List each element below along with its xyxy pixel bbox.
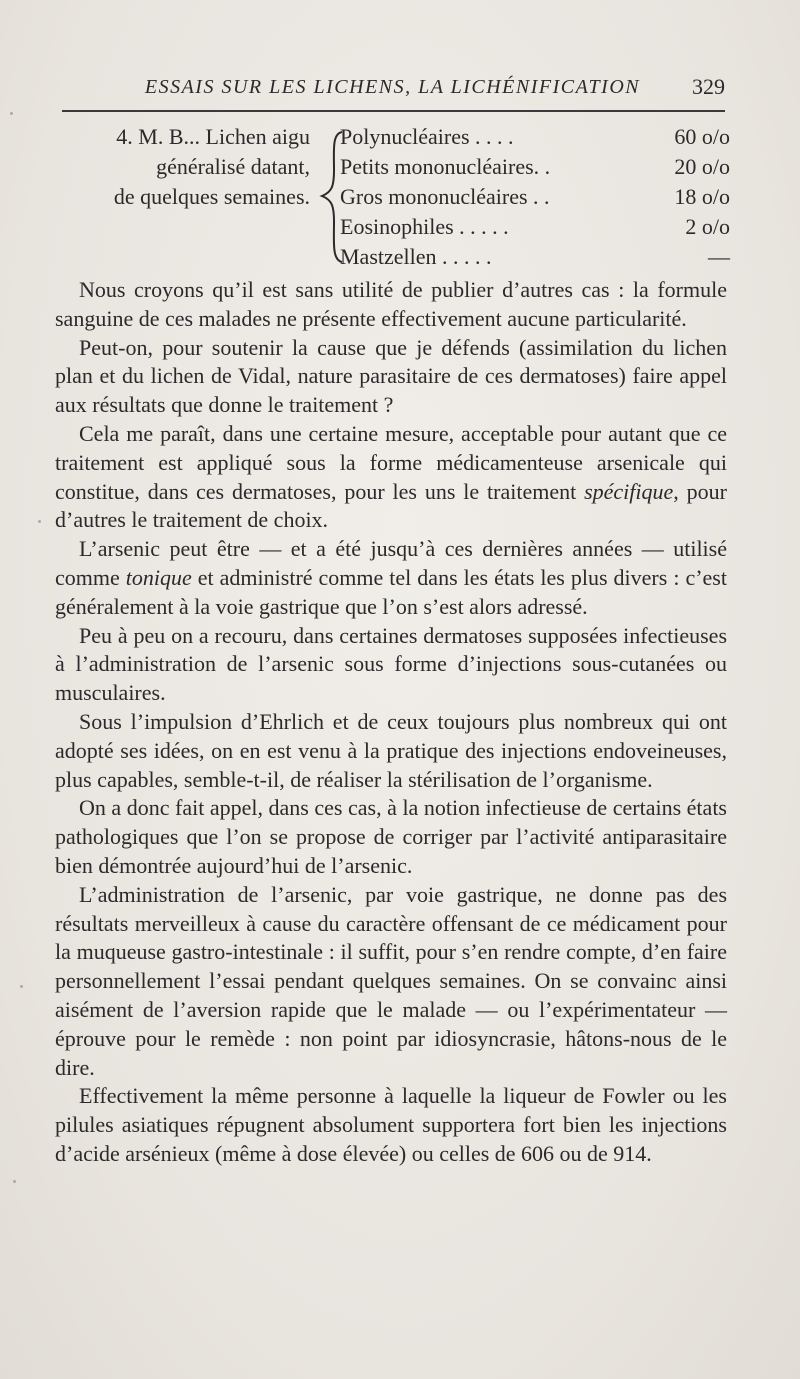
paper-speck	[13, 1180, 16, 1183]
running-title: ESSAIS SUR LES LICHENS, LA LICHÉNIFICATION	[144, 76, 641, 98]
header-rule	[62, 110, 725, 112]
italic-term: tonique	[125, 564, 192, 590]
case-block	[40, 122, 730, 272]
cell-name: Polynucléaires . . . .	[340, 124, 514, 149]
text-run: , pour d’autres le traitement de choix.	[55, 478, 727, 533]
text-run: L’administration de l’arsenic, par voie gastrique, ne donne pas des résultats merveilleux à cause du caractère offensant de ce médicament pour la muqueuse gastro-intestinale : il suffit, pour s’en rendre compte, d’en faire personnellement l’essai pendant quelques semaines. On se convainc ainsi aisément de l’aversion rapide que le malade — ou l’expérimentateur — éprouve pour le remède : non point par idiosyncrasie, hâtons-nous de le dire.	[55, 881, 727, 1080]
cell-value: 60 o/o	[674, 124, 730, 149]
formula-row	[340, 212, 730, 242]
body-text	[55, 276, 727, 1169]
cell-name: Mastzellen . . . . .	[340, 244, 492, 269]
cell-value: 20 o/o	[674, 154, 730, 179]
paragraph	[55, 794, 727, 880]
paragraph	[55, 622, 727, 708]
text-run: Sous l’impulsion d’Ehrlich et de ceux toujours plus nombreux qui ont adopté ses idées, on en est venu à la pratique des injections endoveineuses, plus capables, semble-t-il, de réaliser la stérilisation de l’organisme.	[55, 708, 727, 792]
text-run: Peu à peu on a recouru, dans certaines dermatoses supposées infectieuses à l’administration de l’arsenic sous forme d’injections sous-cutanées ou musculaires.	[55, 622, 727, 706]
paper-speck	[38, 520, 41, 523]
cell-name: Gros mononucléaires . .	[340, 184, 550, 209]
paragraph	[55, 535, 727, 621]
blood-formula-table	[340, 122, 730, 272]
paragraph	[55, 334, 727, 420]
paragraph	[55, 1082, 727, 1168]
text-run: Peut-on, pour soutenir la cause que je défends (assimilation du lichen plan et du lichen de Vidal, nature parasitaire de ces dermatoses) faire appel aux résultats que donne le traitement ?	[55, 334, 727, 418]
case-label-line: généralisé datant,	[156, 154, 310, 179]
text-run: et administré comme tel dans les états les plus divers : c’est généralement à la voie gastrique que l’on s’est alors adressé.	[55, 564, 727, 619]
case-label-line: 4. M. B... Lichen aigu	[116, 124, 310, 149]
text-run: On a donc fait appel, dans ces cas, à la notion infectieuse de certains états pathologiques que l’on se propose de corriger par l’activité antiparasitaire bien démontrée aujourd’hui de l’arsenic.	[55, 795, 727, 878]
paragraph	[55, 708, 727, 794]
page-number: 329	[692, 74, 725, 99]
cell-value: 2 o/o	[685, 214, 730, 239]
running-head	[60, 72, 725, 104]
paragraph	[55, 881, 727, 1083]
formula-row	[340, 242, 730, 272]
formula-row	[340, 122, 730, 152]
cell-value: —	[708, 244, 730, 269]
text-run: Effectivement la même personne à laquelle la liqueur de Fowler ou les pilules asiatiques répugnent absolument supportera fort bien les injections d’acide arsénieux (même à dose élevée) ou celles de 606 ou de 914.	[55, 1083, 727, 1166]
case-label-line: de quelques semaines.	[113, 184, 310, 209]
cell-name: Eosinophiles . . . . .	[340, 214, 509, 239]
text-run: Nous croyons qu’il est sans utilité de publier d’autres cas : la formule sanguine de ces malades ne présente effectivement aucune particularité.	[55, 277, 727, 331]
formula-row	[340, 182, 730, 212]
cell-name: Petits mononucléaires. .	[340, 154, 551, 179]
text-run: Cela me paraît, dans une certaine mesure, acceptable pour autant que ce traitement est appliqué sous la forme médicamenteuse arsenicale qui constitue, dans ces dermatoses, pour les uns le traitement	[55, 420, 727, 504]
text-run: L’arsenic peut être — et a été jusqu’à ces dernières années — utilisé comme	[55, 536, 727, 590]
paragraph	[55, 276, 727, 334]
formula-row	[340, 152, 730, 182]
cell-value: 18 o/o	[674, 184, 730, 209]
paper-speck	[10, 112, 13, 115]
paper-speck	[20, 985, 23, 988]
italic-term: spécifique	[584, 478, 674, 504]
paragraph	[55, 420, 727, 535]
case-label	[40, 122, 310, 212]
